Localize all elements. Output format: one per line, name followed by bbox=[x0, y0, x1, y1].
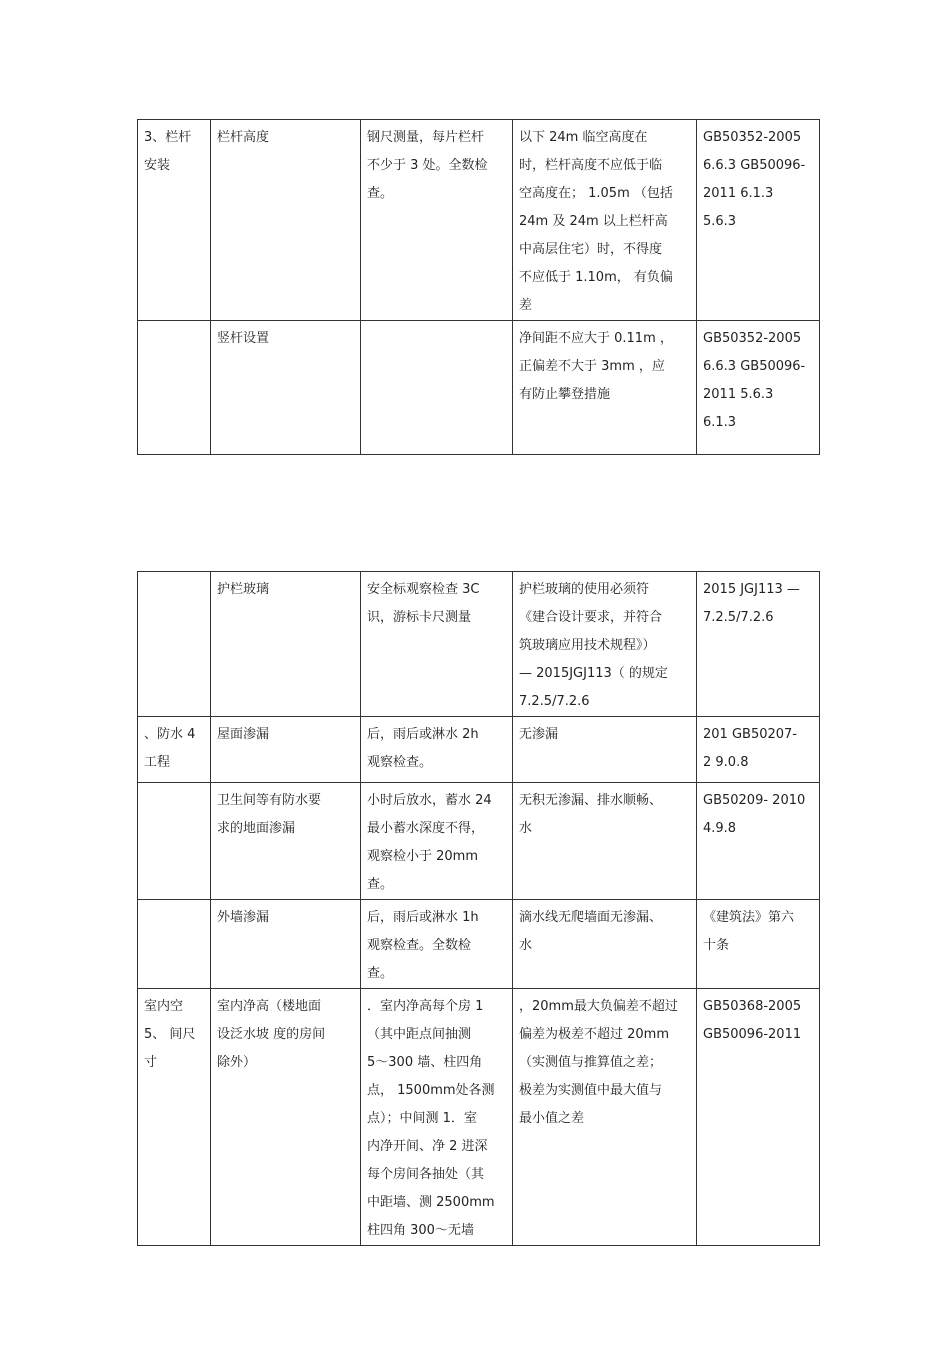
category-cell bbox=[138, 783, 211, 900]
item-cell: 室内净高（楼地面 设泛水坡 度的房间 除外） bbox=[211, 989, 361, 1246]
category-cell bbox=[138, 321, 211, 455]
category-cell: 、防水 4 工程 bbox=[138, 717, 211, 783]
standard-cell: GB50352-2005 6.6.3 GB50096- 2011 6.1.3 5.6.3 bbox=[697, 120, 820, 321]
standard-cell: 《建筑法》第六 十条 bbox=[697, 900, 820, 989]
method-cell: ．室内净高每个房 1 （其中距点间抽测 5～300 墙、柱四角 点， 1500mm处各测 点）；中间测 1．室 内净开间、净 2 进深 每个房间各抽处（其 中距墙、测 2500mm 柱四角 300～无墙 bbox=[361, 989, 513, 1246]
standard-cell: 2015 JGJ113 — 7.2.5/7.2.6 bbox=[697, 572, 820, 717]
item-cell: 竖杆设置 bbox=[211, 321, 361, 455]
table-row bbox=[138, 120, 820, 321]
table-row bbox=[138, 783, 820, 900]
item-cell: 栏杆高度 bbox=[211, 120, 361, 321]
category-cell: 室内空 5、 间尺 寸 bbox=[138, 989, 211, 1246]
requirement-cell: 净间距不应大于 0.11m ， 正偏差不大于 3mm ，应 有防止攀登措施 bbox=[513, 321, 697, 455]
standard-cell: GB50368-2005 GB50096-2011 bbox=[697, 989, 820, 1246]
category-cell: 3、栏杆 安装 bbox=[138, 120, 211, 321]
standard-cell: 201 GB50207- 2 9.0.8 bbox=[697, 717, 820, 783]
method-cell: 后，雨后或淋水 1h 观察检查。全数检 查。 bbox=[361, 900, 513, 989]
standard-cell: GB50352-2005 6.6.3 GB50096- 2011 5.6.3 6.1.3 bbox=[697, 321, 820, 455]
item-cell: 卫生间等有防水要 求的地面渗漏 bbox=[211, 783, 361, 900]
requirement-cell: 以下 24m 临空高度在 时，栏杆高度不应低于临 空高度在； 1.05m （包括 24m 及 24m 以上栏杆高 中高层住宅）时，不得度 不应低于 1.10m， 有负偏 差 bbox=[513, 120, 697, 321]
table-row bbox=[138, 572, 820, 717]
method-cell: 安全标观察检查 3C 识，游标卡尺测量 bbox=[361, 572, 513, 717]
requirement-cell: 无渗漏 bbox=[513, 717, 697, 783]
category-cell bbox=[138, 572, 211, 717]
method-cell: 钢尺测量，每片栏杆 不少于 3 处。全数检 查。 bbox=[361, 120, 513, 321]
requirement-cell: 滴水线无爬墙面无渗漏、 水 bbox=[513, 900, 697, 989]
requirement-cell: 护栏玻璃的使用必须符 《建合设计要求，并符合 筑玻璃应用技术规程》） — 2015JGJ113（ 的规定 7.2.5/7.2.6 bbox=[513, 572, 697, 717]
table-row bbox=[138, 989, 820, 1246]
requirement-cell: ，20mm最大负偏差不超过 偏差为极差不超过 20mm （实测值与推算值之差； 极差为实测值中最大值与 最小值之差 bbox=[513, 989, 697, 1246]
item-cell: 屋面渗漏 bbox=[211, 717, 361, 783]
table-row bbox=[138, 900, 820, 989]
inspection-table-1 bbox=[137, 119, 820, 455]
method-cell: 后，雨后或淋水 2h 观察检查。 bbox=[361, 717, 513, 783]
requirement-cell: 无积无渗漏、排水顺畅、 水 bbox=[513, 783, 697, 900]
method-cell bbox=[361, 321, 513, 455]
table-row bbox=[138, 717, 820, 783]
standard-cell: GB50209- 2010 4.9.8 bbox=[697, 783, 820, 900]
table-row bbox=[138, 321, 820, 455]
category-cell bbox=[138, 900, 211, 989]
item-cell: 护栏玻璃 bbox=[211, 572, 361, 717]
inspection-table-2 bbox=[137, 571, 820, 1246]
item-cell: 外墙渗漏 bbox=[211, 900, 361, 989]
method-cell: 小时后放水，蓄水 24 最小蓄水深度不得， 观察检小于 20mm 查。 bbox=[361, 783, 513, 900]
